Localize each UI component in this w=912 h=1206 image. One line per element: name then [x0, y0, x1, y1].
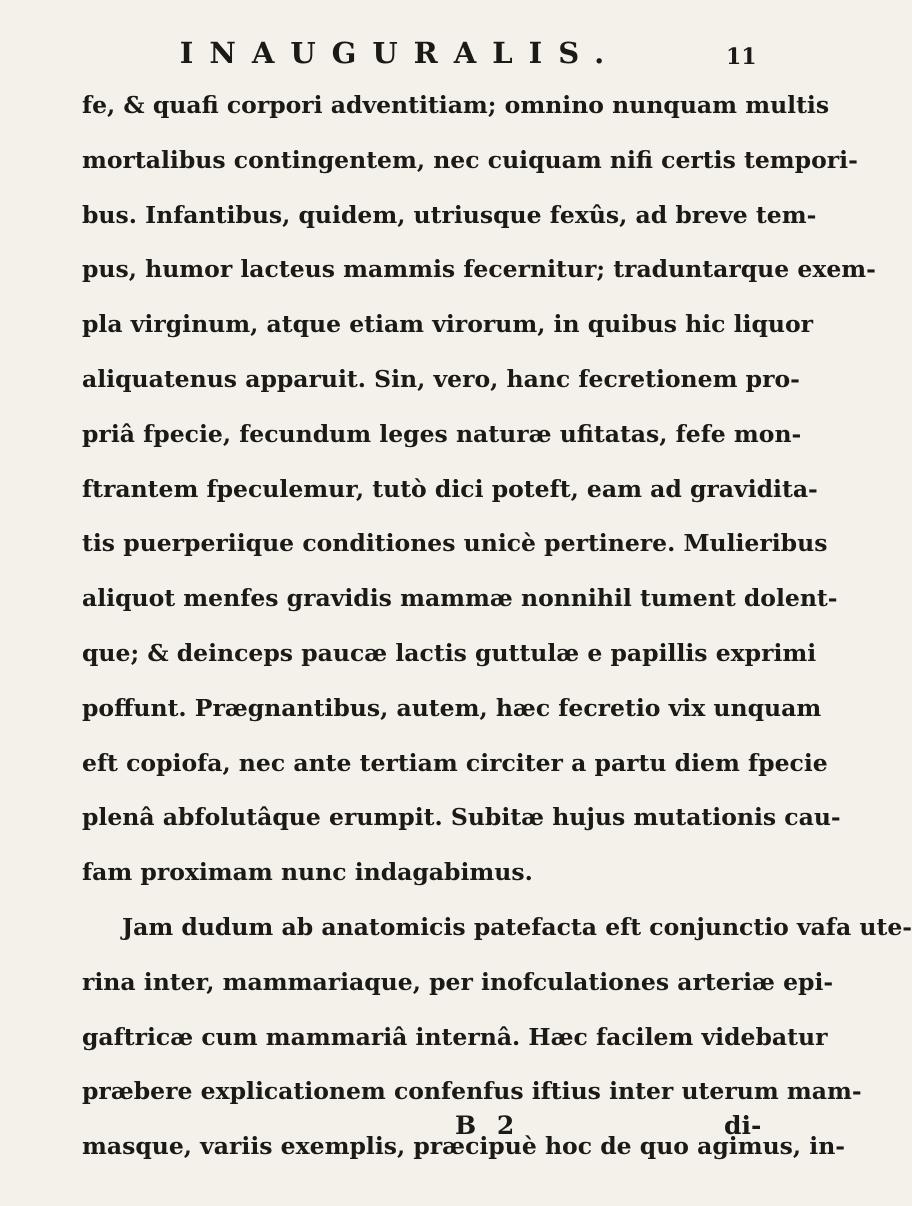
- text-line-4: pus, humor lacteus mammis fecernitur; traduntarque exem-: [82, 255, 876, 284]
- text-line-20: masque, variis exemplis, præcipuè hoc de quo agimus, in-: [82, 1132, 846, 1161]
- text-line-19: præbere explicationem confenfus iftius inter uterum mam-: [82, 1077, 862, 1106]
- text-line-3: bus. Infantibus, quidem, utriusque fexûs, ad breve tem-: [82, 200, 817, 229]
- text-line-16: Jam dudum ab anatomicis patefacta eft conjunctio vafa ute-: [122, 912, 912, 941]
- text-line-9: tis puerperiique conditiones unicè pertinere. Mulieribus: [82, 529, 828, 558]
- text-line-11: que; & deinceps paucæ lactis guttulæ e papillis exprimi: [82, 638, 817, 667]
- catchword: di-: [724, 1111, 762, 1140]
- text-line-7: priâ fpecie, fecundum leges naturæ ufitatas, fefe mon-: [82, 419, 802, 448]
- text-line-17: rina inter, mammariaque, per inofculationes arteriæ epi-: [82, 967, 834, 996]
- signature-mark: B 2: [455, 1111, 521, 1140]
- text-line-1: fe, & quafi corpori adventitiam; omnino nunquam multis: [82, 91, 830, 119]
- text-line-13: eft copiofa, nec ante tertiam circiter a partu diem fpecie: [82, 748, 828, 777]
- text-line-15: fam proximam nunc indagabimus.: [82, 858, 533, 887]
- text-line-6: aliquatenus apparuit. Sin, vero, hanc fecretionem pro-: [82, 364, 800, 393]
- page-number: 11: [726, 44, 757, 70]
- text-line-10: aliquot menfes gravidis mammæ nonnihil tument dolent-: [82, 584, 838, 613]
- text-line-8: ftrantem fpeculemur, tutò dici poteft, eam ad gravidita-: [82, 474, 818, 503]
- text-line-18: gaftricæ cum mammariâ internâ. Hæc facilem videbatur: [82, 1022, 828, 1051]
- text-line-12: poffunt. Prægnantibus, autem, hæc fecretio vix unquam: [82, 693, 822, 722]
- body-text: [82, 78, 912, 1174]
- text-line-14: plenâ abfolutâque erumpit. Subitæ hujus mutationis cau-: [82, 803, 841, 832]
- running-title: INAUGURALIS.: [179, 36, 621, 70]
- text-line-5: pla virginum, atque etiam virorum, in quibus hic liquor: [82, 310, 814, 339]
- text-line-2: mortalibus contingentem, nec cuiquam nifi certis tempori-: [82, 145, 858, 174]
